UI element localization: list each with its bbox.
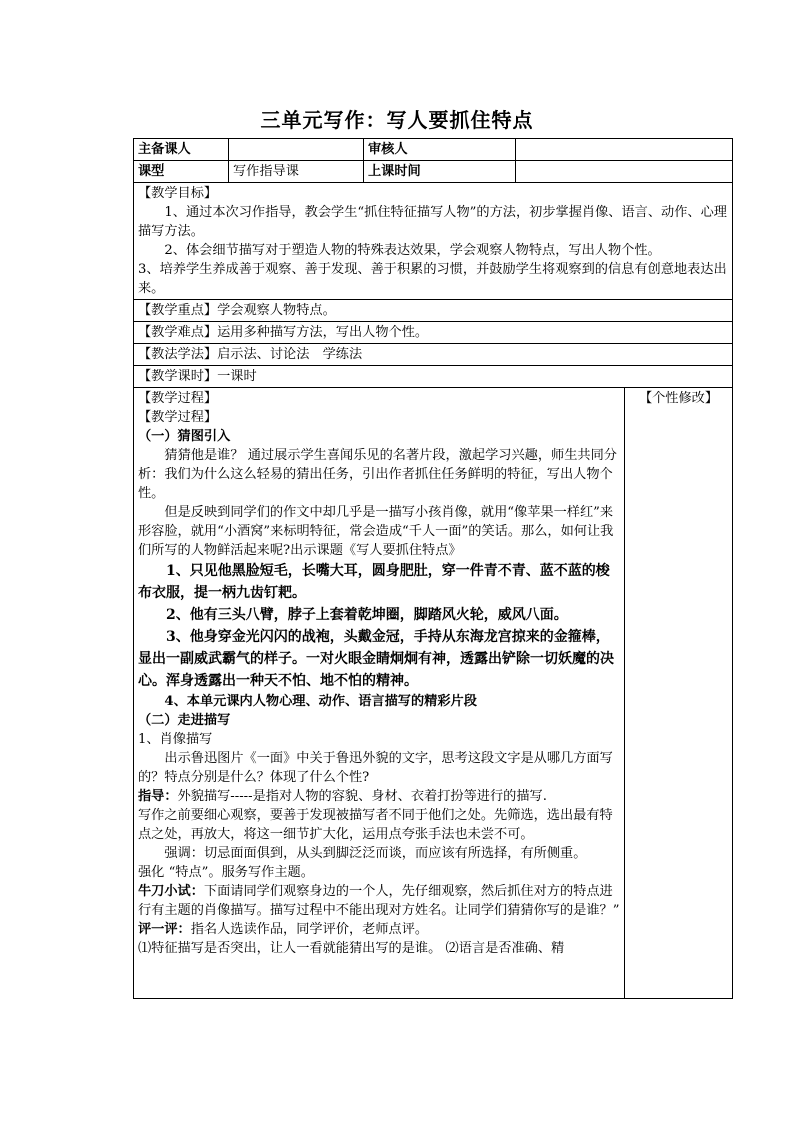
example-3: 3、他身穿金光闪闪的战袍，头戴金冠，手持从东海龙宫掠来的金箍棒，显出一副威武霸气的样子。一对火眼金睛炯炯有神，透露出铲除一切妖魔的决心。浑身透露出一种天不怕、地不怕的精神。 bbox=[138, 629, 614, 689]
example-1: 1、只见他黑脸短毛，长嘴大耳，圆身肥肚，穿一件青不青、蓝不蓝的梭布衣服，提一柄九齿钉耙。 bbox=[138, 563, 610, 601]
paragraph: 强化 “特点”。服务写作主题。 bbox=[138, 865, 314, 880]
periods-row bbox=[134, 366, 733, 388]
objective-item: 2、体会细节描写对于塑造人物的特殊表达效果，学会观察人物特点，写出人物个性。 bbox=[164, 243, 661, 258]
lesson-plan-table bbox=[133, 138, 733, 999]
paragraph: ⑴特征描写是否突出，让人一看就能猜出写的是谁。 ⑵语言是否准确、精 bbox=[138, 941, 565, 956]
periods-text: 一课时 bbox=[217, 369, 257, 384]
process-row bbox=[134, 388, 733, 999]
guide-label: 指导： bbox=[138, 789, 178, 804]
process-heading: 【教学过程】 bbox=[138, 391, 218, 406]
objectives-row bbox=[134, 183, 733, 300]
lesson-type-label: 课型 bbox=[134, 161, 229, 183]
class-time-value bbox=[516, 161, 733, 183]
paragraph: 但是反映到同学们的作文中却几乎是一描写小孩肖像，就用“像苹果一样红”来形容脸，就用“小酒窝”来标明特征，常会造成“千人一面”的笑话。那么，如何让我们所写的人物鲜活起来呢?出示课题《写人要抓住特点》 bbox=[138, 505, 614, 558]
guide-text: 外貌描写-----是指对人物的容貌、身材、衣着打扮等进行的描写. bbox=[177, 789, 547, 804]
revision-label: 【个性修改】 bbox=[638, 391, 719, 406]
review-paragraph bbox=[138, 920, 620, 939]
lesson-type-value: 写作指导课 bbox=[229, 161, 364, 183]
revision-cell bbox=[625, 388, 733, 999]
try-paragraph bbox=[138, 882, 620, 920]
process-cell bbox=[134, 388, 625, 999]
section-heading-2: （二）走进描写 bbox=[138, 713, 231, 728]
key-point-text: 学会观察人物特点。 bbox=[217, 303, 336, 318]
guide-paragraph bbox=[138, 787, 620, 806]
reviewer-label: 审核人 bbox=[364, 139, 516, 161]
example-2: 2、他有三头八臂，脖子上套着乾坤圈，脚踏风火轮，威风八面。 bbox=[166, 607, 568, 623]
header-row-1 bbox=[134, 139, 733, 161]
process-heading: 【教学过程】 bbox=[138, 410, 218, 425]
class-time-label: 上课时间 bbox=[364, 161, 516, 183]
preparer-value bbox=[229, 139, 364, 161]
paragraph: 猜猜他是谁？ 通过展示学生喜闻乐见的名著片段，激起学习兴趣，师生共同分析：我们为什么这么轻易的猜出任务，引出作者抓住任务鲜明的特征，写出人物个性。 bbox=[138, 448, 617, 501]
review-text: 指名人选读作品，同学评价，老师点评。 bbox=[190, 922, 429, 937]
methods-text: 启示法、讨论法 学练法 bbox=[217, 347, 363, 362]
objectives-cell bbox=[134, 183, 733, 300]
try-text: 下面请同学们观察身边的一个人，先仔细观察，然后抓住对方的特点进行有主题的肖像描写。描写过程中不能出现对方姓名。让同学们猜猜你写的是谁？” bbox=[138, 884, 620, 918]
periods-label: 【教学课时】 bbox=[138, 369, 218, 384]
objectives-heading: 【教学目标】 bbox=[138, 186, 218, 201]
difficulty-row bbox=[134, 322, 733, 344]
key-point-row bbox=[134, 300, 733, 322]
key-point-label: 【教学重点】 bbox=[138, 303, 218, 318]
section-heading-1: （一）猜图引入 bbox=[138, 429, 231, 444]
review-label: 评一评： bbox=[138, 922, 191, 937]
example-4: 4、本单元课内人物心理、动作、语言描写的精彩片段 bbox=[164, 694, 477, 709]
difficulty-text: 运用多种描写方法，写出人物个性。 bbox=[217, 325, 429, 340]
paragraph: 强调：切忌面面俱到，从头到脚泛泛而谈，而应该有所选择，有所侧重。 bbox=[164, 846, 587, 861]
preparer-label: 主备课人 bbox=[134, 139, 229, 161]
methods-row bbox=[134, 344, 733, 366]
difficulty-label: 【教学难点】 bbox=[138, 325, 218, 340]
reviewer-value bbox=[516, 139, 733, 161]
try-label: 牛刀小试： bbox=[138, 884, 204, 899]
paragraph: 出示鲁迅图片《一面》中关于鲁迅外貌的文字，思考这段文字是从哪几方面写的？特点分别是什么？体现了什么个性? bbox=[138, 751, 613, 785]
objective-item: 3、培养学生养成善于观察、善于发现、善于积累的习惯，并鼓励学生将观察到的信息有创意地表达出来。 bbox=[138, 262, 727, 296]
subsection-heading: 1、肖像描写 bbox=[138, 732, 213, 747]
paragraph: 写作之前要细心观察，要善于发现被描写者不同于他们之处。先筛选，选出最有特点之处，再放大，将这一细节扩大化，运用点夸张手法也未尝不可。 bbox=[138, 808, 613, 842]
methods-label: 【教法学法】 bbox=[138, 347, 218, 362]
document-title: 三单元写作：写人要抓住特点 bbox=[260, 108, 534, 132]
objective-item: 1、通过本次习作指导，教会学生“抓住特征描写人物”的方法，初步掌握肖像、语言、动作、心理描写方法。 bbox=[138, 205, 727, 239]
header-row-2 bbox=[134, 161, 733, 183]
